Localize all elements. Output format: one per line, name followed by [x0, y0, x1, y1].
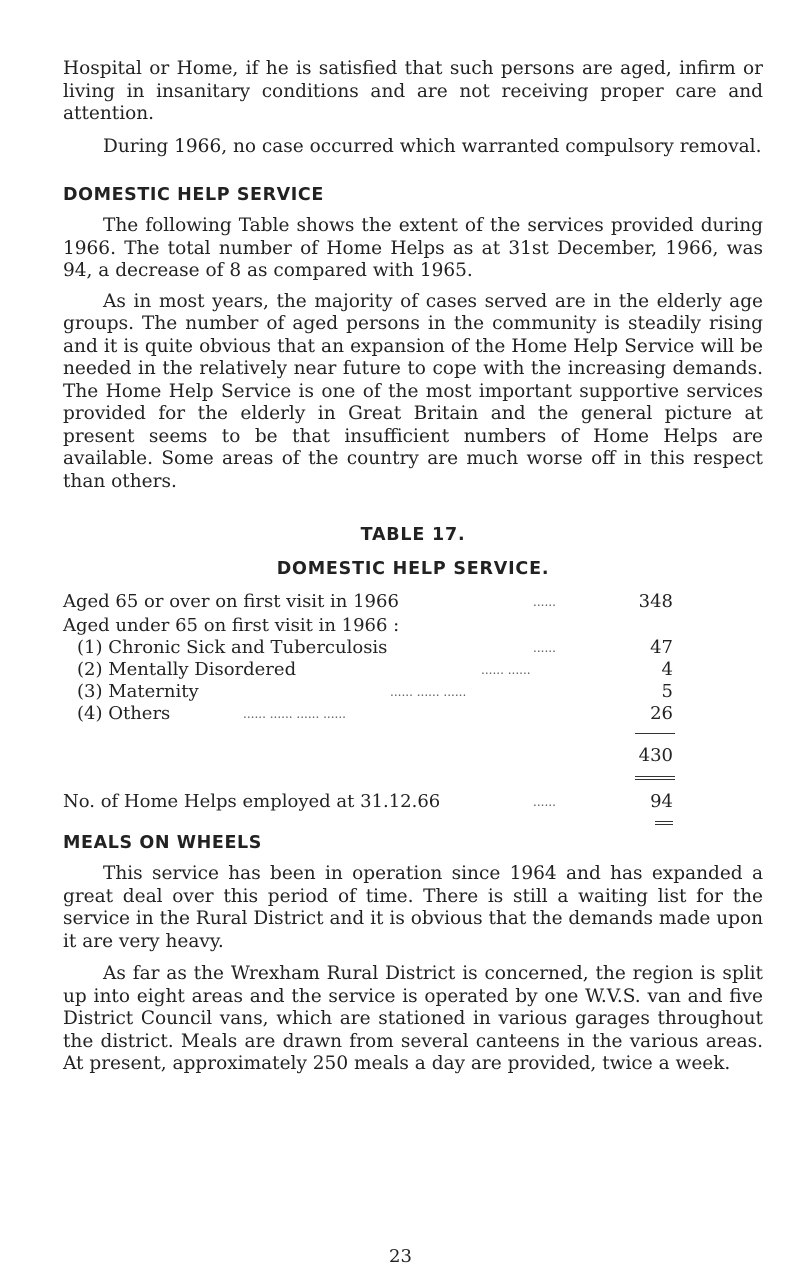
intro-paragraph-1: Hospital or Home, if he is satisfied that such persons are aged, infirm or living in insanitary conditions and are not receiving proper care and attention. — [63, 58, 763, 124]
row-value: 4 — [661, 659, 673, 680]
table-number: TABLE 17. — [360, 525, 466, 545]
meals-paragraph-1: This service has been in operation since 1964 and has expanded a great deal over this period of time. There is still a waiting list for the service in the Rural District and it is obvious that the demands made upon it are very heavy. — [63, 863, 763, 952]
table-row-aged-65 — [63, 591, 763, 613]
meals-paragraph-2: As far as the Wrexham Rural District is concerned, the region is split up into eight areas and the service is operated by one W.V.S. van and five District Council vans, which are stationed in various garages throughout the district. Meals are drawn from several canteens in the various areas. At present, approximately 250 meals a day are provided, twice a week. — [63, 963, 763, 1074]
table-row-mentally-disordered — [63, 659, 763, 681]
domestic-help-paragraph-1: The following Table shows the extent of the services provided during 1966. The total number of Home Helps as at 31st December, 1966, was 94, a decrease of 8 as compared with 1965. — [63, 215, 763, 281]
table-row-under-65 — [63, 615, 763, 637]
row-value: 348 — [638, 591, 673, 612]
row-label: Aged 65 or over on first visit in 1966 — [63, 591, 399, 612]
table-row-others — [63, 703, 763, 725]
leader-dots: ...... ...... ...... ...... — [243, 707, 346, 721]
row-value: 26 — [650, 703, 673, 724]
total-rule — [635, 733, 675, 734]
domestic-help-paragraph-2: As in most years, the majority of cases served are in the elderly age groups. The number of aged persons in the community is steadily rising and it is quite obvious that an expansion of the Home Help Service will be needed in the relatively near future to cope with the increasing demands. The Home Help Service is one of the most important supportive services provided for the elderly in Great Britain and the general picture at present seems to be that insufficient numbers of Home Helps are available. Some areas of the country are much worse off in this respect than others. — [63, 290, 763, 492]
row-value: 94 — [650, 791, 673, 812]
table-row-maternity — [63, 681, 763, 703]
leader-dots: ...... ...... — [481, 663, 531, 677]
table-17 — [63, 591, 763, 827]
total-value: 430 — [638, 745, 673, 766]
leader-dots: ...... ...... ...... — [390, 685, 467, 699]
document-page — [63, 58, 763, 1076]
row-label: (4) Others — [77, 703, 171, 724]
row-value: 47 — [650, 637, 673, 658]
table-row-total — [63, 745, 763, 767]
page-number: 23 — [389, 1246, 412, 1267]
leader-dots: ...... — [533, 595, 556, 609]
row-label: Aged under 65 on first visit in 1966 : — [63, 615, 400, 636]
row-value: 5 — [661, 681, 673, 702]
row-label: (3) Maternity — [77, 681, 199, 702]
total-double-rule-bottom — [635, 779, 675, 780]
table-title: DOMESTIC HELP SERVICE. — [276, 559, 550, 579]
leader-dots: ...... — [533, 795, 556, 809]
table-row-chronic-sick — [63, 637, 763, 659]
employed-double-rule-bottom — [655, 824, 673, 825]
total-double-rule-top — [635, 776, 675, 777]
domestic-help-heading: DOMESTIC HELP SERVICE — [63, 185, 324, 205]
table-row-employed — [63, 791, 763, 813]
row-label: No. of Home Helps employed at 31.12.66 — [63, 791, 441, 812]
intro-paragraph-2: During 1966, no case occurred which warranted compulsory removal. — [103, 135, 762, 157]
employed-double-rule-top — [655, 821, 673, 822]
meals-heading: MEALS ON WHEELS — [63, 833, 262, 853]
leader-dots: ...... — [533, 641, 556, 655]
row-label: (2) Mentally Disordered — [77, 659, 297, 680]
row-label: (1) Chronic Sick and Tuberculosis — [77, 637, 388, 658]
